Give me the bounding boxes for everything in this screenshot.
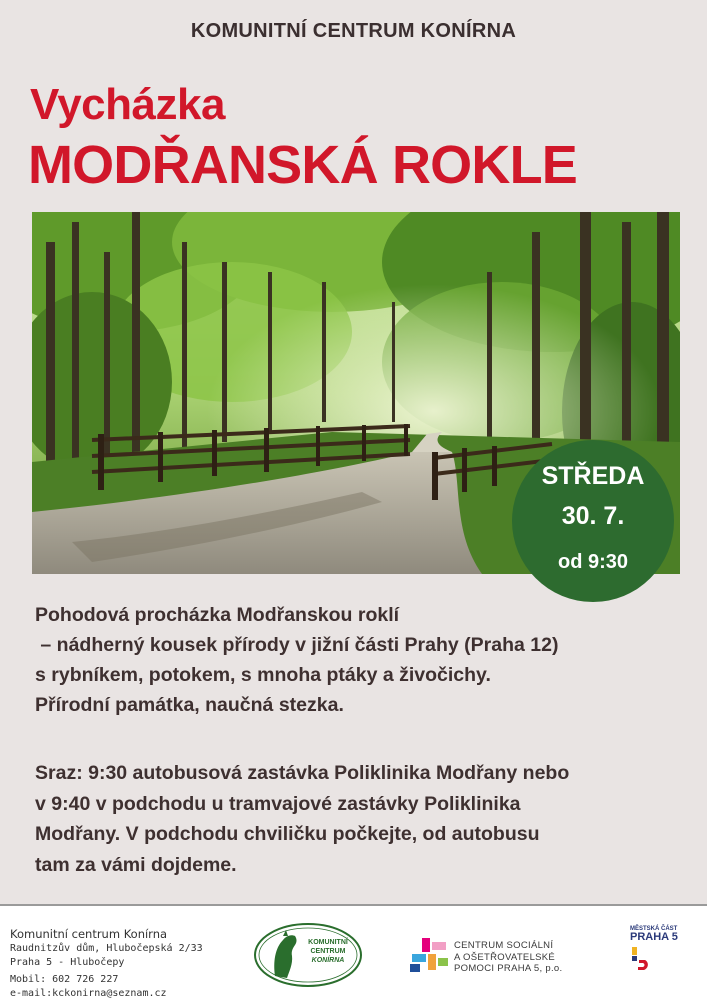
- meeting-line: tam za vámi dojdeme.: [35, 853, 237, 876]
- konirna-logo-line3: KONÍRNA: [311, 957, 345, 964]
- description-line: Pohodová procházka Modřanskou roklí: [35, 604, 400, 626]
- event-title: MODŘANSKÁ ROKLE: [28, 135, 577, 195]
- contact-phone: Mobil: 602 726 227: [10, 974, 119, 985]
- organization-header: KOMUNITNÍ CENTRUM KONÍRNA: [190, 20, 517, 42]
- description-line: Přírodní památka, naučná stezka.: [35, 694, 344, 716]
- cross-logo-icon: [408, 936, 450, 976]
- contact-city: Praha 5 - Hlubočepy: [10, 957, 125, 968]
- event-day: STŘEDA: [541, 462, 645, 490]
- event-date: 30. 7.: [561, 502, 625, 530]
- contact-email: e-mail:kckonirna@seznam.cz: [10, 988, 167, 999]
- contact-address: Raudnitzův dům, Hlubočepská 2/33: [10, 943, 203, 954]
- css-praha5-logo: [408, 936, 578, 976]
- meeting-info: [35, 758, 680, 880]
- konirna-logo-line2: CENTRUM: [310, 948, 346, 955]
- praha5-logo: [630, 926, 690, 982]
- css-logo-line1: CENTRUM SOCIÁLNÍ: [454, 940, 554, 951]
- event-description: [35, 600, 675, 720]
- event-time: od 9:30: [557, 551, 629, 573]
- praha5-logo-small: MĚSTSKÁ ČÁST: [630, 926, 678, 932]
- praha5-emblem-icon: [630, 946, 652, 972]
- css-logo-text: [454, 940, 562, 975]
- praha5-logo-big: PRAHA 5: [630, 931, 678, 943]
- meeting-line: Modřany. V podchodu chviličku počkejte, od autobusu: [35, 823, 540, 845]
- description-line: – nádherný kousek přírody v jižní části Prahy (Praha 12): [35, 634, 559, 656]
- event-title-prefix: Vycházka: [30, 80, 225, 129]
- contact-name: Komunitní centrum Konírna: [10, 927, 168, 941]
- event-date-badge: [512, 440, 674, 602]
- footer-contact: [10, 926, 203, 1000]
- css-logo-line2: A OŠETŘOVATELSKÉ: [454, 951, 556, 963]
- description-line: s rybníkem, potokem, s mnoha ptáky a živočichy.: [35, 664, 491, 686]
- konirna-logo-line1: KOMUNITNÍ: [308, 939, 348, 946]
- konirna-logo: [253, 922, 363, 988]
- meeting-line: v 9:40 v podchodu u tramvajové zastávky Poliklinika: [35, 792, 521, 815]
- css-logo-line3: POMOCI PRAHA 5, p.o.: [454, 963, 563, 974]
- meeting-line: Sraz: 9:30 autobusová zastávka Poliklinika Modřany nebo: [35, 762, 570, 784]
